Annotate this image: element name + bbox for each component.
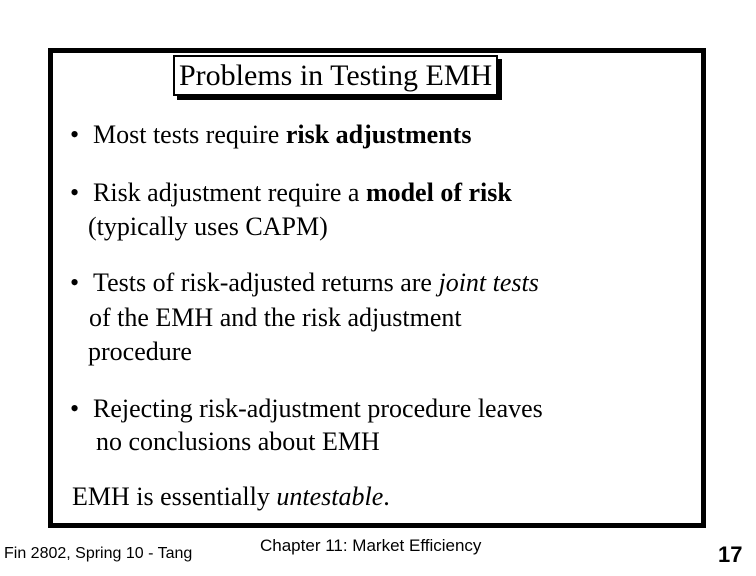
conclusion-period: . [383, 482, 390, 511]
bullet-continuation: no conclusions about EMH [96, 427, 380, 456]
bullet-item-2 [70, 176, 512, 210]
bullet-text: Most tests require [93, 120, 286, 149]
bullet-text: Tests of risk-adjusted returns are [93, 268, 439, 297]
footer-course: Fin 2802, Spring 10 - Tang [4, 545, 193, 562]
bullet-item-3 [70, 266, 539, 300]
footer-chapter: Chapter 11: Market Efficiency [260, 536, 482, 555]
conclusion-text [72, 480, 390, 514]
bullet-marker: • [70, 394, 80, 423]
bullet-continuation: (typically uses CAPM) [88, 212, 328, 241]
bullet-emphasis: model of risk [365, 178, 512, 207]
page-number: 17 [718, 542, 743, 567]
bullet-emphasis: risk adjustments [285, 120, 472, 149]
bullet-item-1 [70, 118, 471, 152]
bullet-item-4 [70, 392, 543, 426]
slide-title: Problems in Testing EMH [173, 55, 498, 96]
bullet-emphasis: joint tests [438, 268, 539, 297]
bullet-text: Risk adjustment require a [93, 178, 366, 207]
bullet-marker: • [70, 178, 80, 207]
bullet-marker: • [70, 268, 80, 297]
bullet-text: Rejecting risk-adjustment procedure leaves [93, 394, 543, 423]
bullet-continuation: of the EMH and the risk adjustment [89, 303, 462, 332]
conclusion-lead: EMH is essentially [72, 482, 277, 511]
bullet-marker: • [70, 120, 80, 149]
bullet-continuation: procedure [88, 337, 192, 366]
conclusion-emphasis: untestable [276, 482, 384, 511]
